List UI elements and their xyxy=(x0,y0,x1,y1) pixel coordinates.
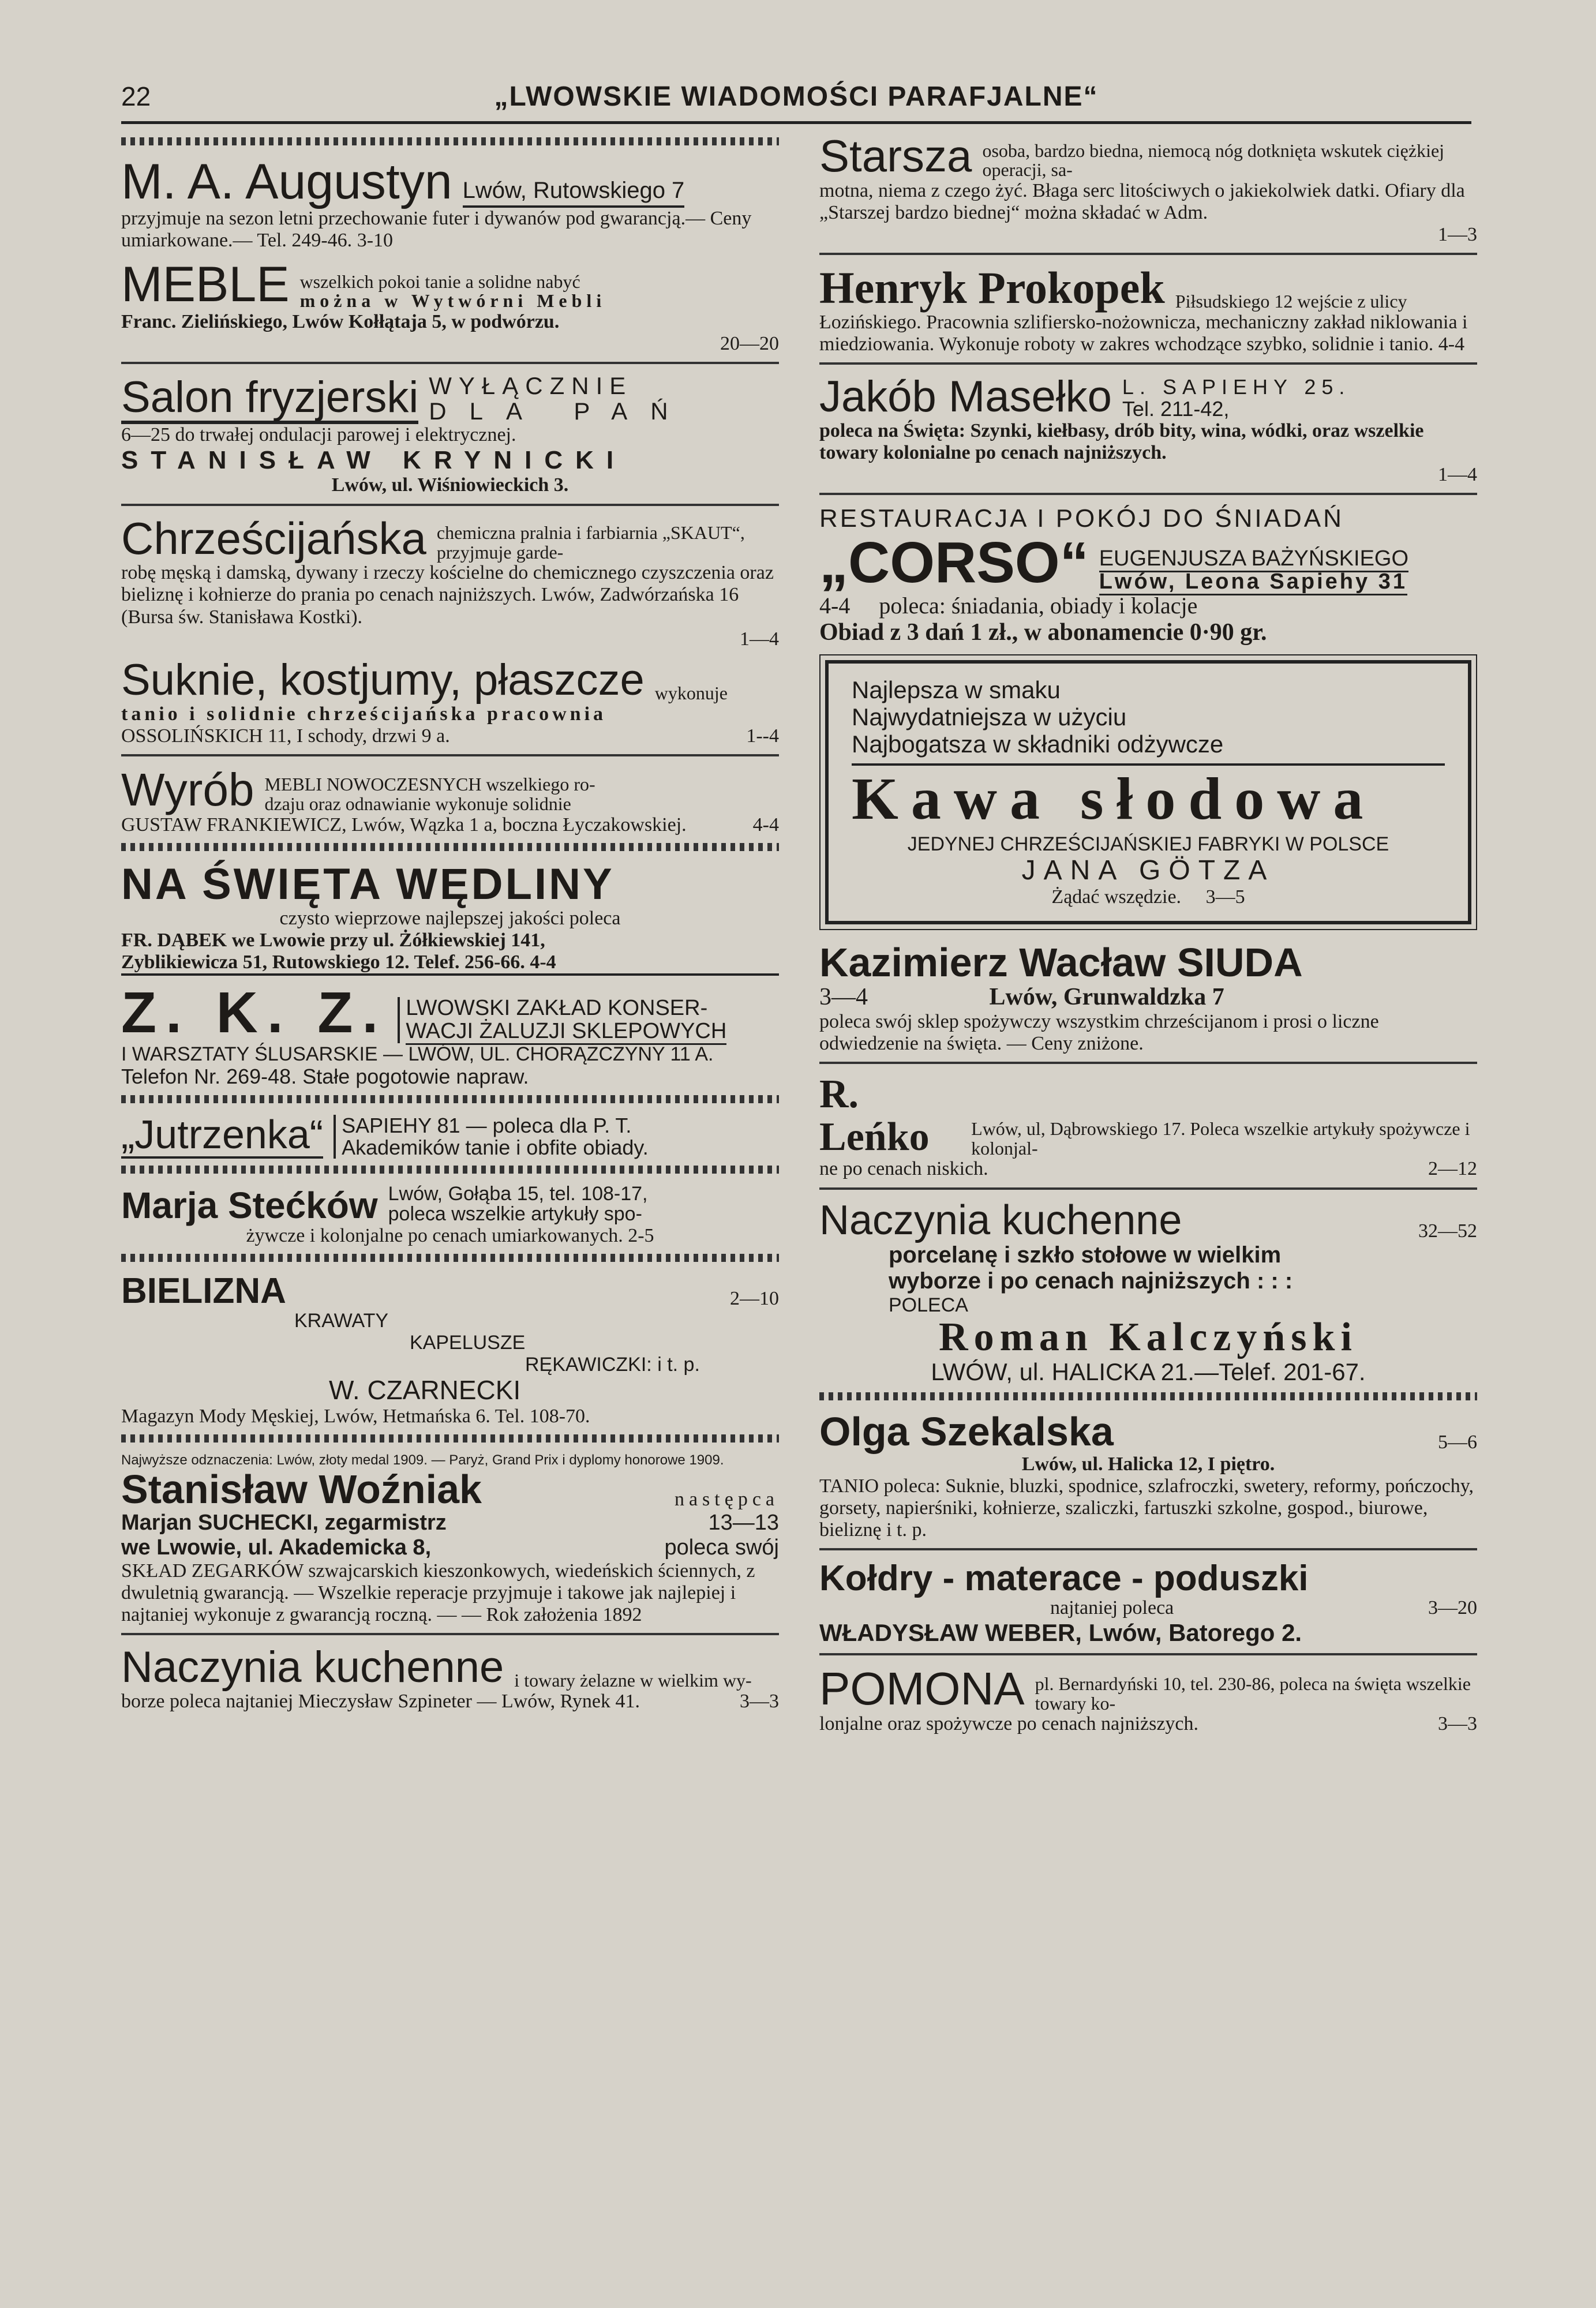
ad-jutrzenka xyxy=(121,1114,779,1159)
ad-kawa-slodowa xyxy=(825,660,1471,924)
ad-title: Jakób Masełko xyxy=(819,372,1112,422)
ad-side-text: chemiczna pralnia i farbiarnia „SKAUT“, przyjmuje garde- xyxy=(436,522,745,563)
ad-title: Naczynia kuchenne xyxy=(121,1642,504,1692)
right-column xyxy=(819,133,1477,2268)
ad-title: Kazimierz Wacław SIUDA xyxy=(819,939,1303,985)
ad-text: SKŁAD ZEGARKÓW szwajcarskich kieszonkowych, wiedeńskich ściennych, z dwuletnią gwarancją. — Wszelkie reperacje przyjmuje i takowe jak najlepiej i najtaniej wykonuje z gwarancją roczną. — — Rok założenia 1892 xyxy=(121,1560,755,1625)
ad-maselko xyxy=(819,374,1477,486)
ad-side-text: można w Wytwórni Mebli xyxy=(299,290,606,312)
left-column xyxy=(121,133,779,2268)
ad-number: 1--4 xyxy=(746,725,779,747)
divider xyxy=(819,362,1477,365)
ad-szekalska xyxy=(819,1411,1477,1541)
ad-side-text: wykonuje xyxy=(654,682,728,703)
ad-side-text: osoba, bardzo biedna, niemocą nóg dotknięta wskutek ciężkiej operacji, sa- xyxy=(982,140,1445,181)
ad-title: Kołdry - materace - poduszki xyxy=(819,1558,1309,1599)
ad-side-text: WYŁĄCZNIE xyxy=(429,372,633,399)
ad-text: GUSTAW FRANKIEWICZ, Lwów, Wązka 1 a, boczna Łyczakowskiej. xyxy=(121,814,687,835)
ornament-divider xyxy=(819,1392,1477,1400)
ornament-divider xyxy=(121,1254,779,1262)
ad-number: 2-5 xyxy=(628,1225,654,1247)
ad-text: Telefon Nr. 269-48. Stałe pogotowie napraw. xyxy=(121,1064,529,1088)
ad-side-text: Tel. 211-42, xyxy=(1122,397,1230,421)
ad-wedliny xyxy=(121,861,779,976)
ad-text: ne po cenach niskich. xyxy=(819,1158,988,1180)
ad-number: 3—3 xyxy=(740,1690,779,1712)
ad-title: „Jutrzenka“ xyxy=(121,1114,323,1159)
ad-szpineter xyxy=(121,1644,779,1713)
divider xyxy=(121,504,779,506)
ad-address: Magazyn Mody Męskiej, Lwów, Hetmańska 6. Tel. 108-70. xyxy=(121,1405,590,1427)
page-number: 22 xyxy=(121,81,151,111)
ornament-divider xyxy=(121,1434,779,1442)
ad-side-text: WACJI ŻALUZJI SKLEPOWYCH xyxy=(406,1019,726,1045)
ad-wyrob xyxy=(121,763,779,836)
ad-address: LWÓW, ul. HALICKA 21.—Telef. 201-67. xyxy=(931,1358,1366,1386)
ad-text: czysto wieprzowe najlepszej jakości poleca xyxy=(279,907,621,929)
ad-side-text: L. SAPIEHY 25. xyxy=(1122,375,1351,399)
ad-side-text: Akademików tanie i obfite obiady. xyxy=(342,1135,649,1159)
ad-text: borze poleca najtaniej Mieczysław Szpineter — Lwów, Rynek 41. xyxy=(121,1690,640,1712)
ad-title: Wyrób xyxy=(121,763,254,815)
ad-steckow xyxy=(121,1184,779,1247)
ad-owner: Roman Kalczyński xyxy=(939,1314,1358,1359)
ad-title: POMONA xyxy=(819,1663,1025,1715)
ad-number: 3-10 xyxy=(357,230,394,252)
ad-starsza xyxy=(819,133,1477,246)
ad-side-text: poleca wszelkie artykuły spo- xyxy=(388,1203,642,1226)
ad-text: najtaniej poleca xyxy=(1050,1597,1174,1619)
ad-title: MEBLE xyxy=(121,257,290,313)
ad-number: 3—20 xyxy=(1428,1597,1477,1619)
ornament-divider xyxy=(121,1095,779,1103)
ad-title: „CORSO“ xyxy=(819,530,1089,595)
ad-bielizna xyxy=(121,1272,779,1427)
ad-title: Stanisław Woźniak xyxy=(121,1466,482,1512)
ornament-divider xyxy=(121,137,779,145)
ad-text: poleca: śniadania, obiady i kolacje xyxy=(879,593,1198,619)
ad-kalczynski xyxy=(819,1199,1477,1386)
publication-title: „LWOWSKIE WIADOMOŚCI PARAFJALNE“ xyxy=(494,81,1099,112)
ad-side-text: MEBLI NOWOCZESNYCH wszelkiego ro- xyxy=(264,774,595,795)
ad-text: porcelanę i szkło stołowe w wielkim xyxy=(889,1242,1282,1268)
divider xyxy=(121,754,779,756)
ad-text: poleca swój sklep spożywczy wszystkim chrześcijanom i prosi o liczne odwiedzenie na święta. — Ceny zniżone. xyxy=(819,1011,1379,1055)
ad-number: 1—4 xyxy=(1438,464,1477,486)
ad-koldry xyxy=(819,1560,1477,1646)
ad-address: Lwów, Rutowskiego 7 xyxy=(463,178,685,208)
ad-number: 20—20 xyxy=(720,332,779,354)
ad-side-text: DLA PAŃ xyxy=(429,398,691,425)
ornament-divider xyxy=(121,843,779,851)
ad-augustyn xyxy=(121,156,779,252)
ad-zkz xyxy=(121,980,779,1088)
ad-text: Łozińskiego. Pracownia szlifiersko-nożownicza, mechaniczny zakład niklowania i miedziowania. Wykonuje roboty w zakres wchodzące szybko, solidnie i tanio. xyxy=(819,312,1468,355)
ad-corso xyxy=(819,504,1477,646)
ad-suknie xyxy=(121,657,779,747)
ad-title: Olga Szekalska xyxy=(819,1409,1114,1455)
ad-text: Najbogatsza w składniki odżywcze xyxy=(852,730,1224,758)
ad-text: FR. DĄBEK we Lwowie przy ul. Żółkiewskiej 141, xyxy=(121,929,545,951)
ad-side-text: i towary żelazne w wielkim wy- xyxy=(514,1669,752,1691)
ad-text: motna, niema z czego żyć. Błaga serc litościwych o jakiekolwiek datki. Ofiary dla „Starszej bardzo biednej“ można składać w Adm. xyxy=(819,179,1465,223)
ad-number: 2—12 xyxy=(1428,1158,1477,1180)
divider xyxy=(819,493,1477,495)
ad-text: wyborze i po cenach najniższych : : : xyxy=(889,1268,1293,1294)
ad-number: 3—4 xyxy=(819,984,868,1011)
divider xyxy=(121,362,779,364)
divider xyxy=(121,1633,779,1635)
ad-wozniak xyxy=(121,1453,779,1626)
ad-side-text: Lwów, Gołąba 15, tel. 108-17, xyxy=(388,1182,648,1205)
ad-text: Marjan SUCHECKI, zegarmistrz xyxy=(121,1511,447,1535)
ad-text: poleca na Święta: Szynki, kiełbasy, drób bity, wina, wódki, oraz wszelkie towary kolonialne po cenach najniższych. xyxy=(819,419,1424,464)
ad-number: 5—6 xyxy=(1438,1431,1477,1453)
ad-address: Lwów, ul. Wiśniowieckich 3. xyxy=(331,474,569,496)
ad-title: R. Leńko xyxy=(819,1072,930,1159)
ad-title: Suknie, kostjumy, płaszcze xyxy=(121,655,645,705)
ad-title: BIELIZNA xyxy=(121,1271,286,1312)
ad-skaut xyxy=(121,512,779,650)
ad-number: 4-4 xyxy=(530,951,556,973)
ad-pomona xyxy=(819,1665,1477,1735)
ad-text: KRAWATY xyxy=(294,1310,389,1332)
ad-side-text: LWOWSKI ZAKŁAD KONSER- xyxy=(406,996,708,1020)
ad-number: 1—4 xyxy=(740,628,779,650)
ad-note: Najwyższe odznaczenia: Lwów, złoty medal 1909. — Paryż, Grand Prix i dyplomy honorowe 1909. xyxy=(121,1452,724,1468)
ad-number: 3—5 xyxy=(1205,886,1245,908)
ad-title: Salon fryzjerski xyxy=(121,374,418,424)
ad-number: 1—3 xyxy=(1438,224,1477,246)
ad-lenko xyxy=(819,1073,1477,1180)
ad-text: TANIO poleca: Suknie, bluzki, spodnice, szlafroczki, swetery, reformy, pończochy, gorsety, napierśniki, kołnierze, szaliczki, fartuszki szkolne, gospod., biurowe, bieliznę i t. p. xyxy=(819,1475,1474,1541)
ad-title: Starsza xyxy=(819,133,972,181)
divider xyxy=(819,1187,1477,1190)
ad-title: Naczynia kuchenne xyxy=(819,1197,1182,1243)
ad-text: Żądać wszędzie. xyxy=(1051,886,1182,908)
ad-text: żywcze i kolonjalne po cenach umiarkowanych. xyxy=(246,1225,623,1247)
ad-text: RĘKAWICZKI: i t. p. xyxy=(525,1354,700,1376)
ad-side-text: dzaju oraz odnawianie wykonuje solidnie xyxy=(264,793,571,815)
divider xyxy=(819,1062,1477,1064)
ad-meble xyxy=(121,258,779,354)
ad-text: lonjalne oraz spożywcze po cenach najniższych. xyxy=(819,1713,1199,1735)
ad-side-text: SAPIEHY 81 — poleca dla P. T. xyxy=(342,1114,632,1138)
ad-text: tanio i solidnie chrześcijańska pracownia xyxy=(121,703,607,725)
ad-text: we Lwowie, ul. Akademicka 8, xyxy=(121,1535,432,1560)
ad-title: Kawa słodowa xyxy=(852,766,1376,833)
ad-text: 6—25 do trwałej ondulacji parowej i elektrycznej. xyxy=(121,424,516,446)
ad-number: 4-4 xyxy=(752,814,779,835)
ad-siuda xyxy=(819,939,1477,1055)
ad-side-text: pl. Bernardyński 10, tel. 230-86, poleca na święta wszelkie towary ko- xyxy=(1035,1673,1471,1714)
ad-title: NA ŚWIĘTA WĘDLINY xyxy=(121,859,615,909)
divider xyxy=(819,1548,1477,1550)
ad-text: robę męską i damską, dywany i rzeczy kościelne do chemicznego czyszczenia oraz bieliznę i kołnierze do prania po cenach najniższych. Lwów, Zadwórzańska 16 (Bursa św. Stanisława Kostki). xyxy=(121,562,774,628)
ad-text: Najlepsza w smaku xyxy=(852,676,1061,704)
ad-number: 3—3 xyxy=(1438,1713,1477,1735)
ad-owner: JANA GÖTZA xyxy=(1021,855,1275,886)
page-header xyxy=(121,81,1471,124)
ad-number: 4-4 xyxy=(819,593,851,619)
ad-text: Najwydatniejsza w użyciu xyxy=(852,703,1127,731)
ad-owner: STANISŁAW KRYNICKI xyxy=(121,446,627,475)
ad-number: 2—10 xyxy=(730,1288,779,1310)
ad-title: Chrześcijańska xyxy=(121,512,426,564)
ad-title: M. A. Augustyn xyxy=(121,154,452,209)
ad-text: JEDYNEJ CHRZEŚCIJAŃSKIEJ FABRYKI W POLSCE xyxy=(907,833,1389,855)
ornament-divider xyxy=(121,1166,779,1174)
ad-text: Obiad z 3 dań 1 zł., w abonamencie 0·90 gr. xyxy=(819,619,1267,646)
ad-text: I WARSZTATY ŚLUSARSKIE — LWÓW, UL. CHORĄŻCZYNY 11 A. xyxy=(121,1043,714,1065)
ad-owner: WŁADYSŁAW WEBER, Lwów, Batorego 2. xyxy=(819,1619,1302,1647)
ad-address: Lwów, Grunwaldzka 7 xyxy=(989,984,1224,1011)
ad-text: Franc. Zielińskiego, Lwów Kołłątaja 5, w podwórzu. xyxy=(121,310,560,332)
ad-text: Zyblikiewicza 51, Rutowskiego 12. Telef. 256-66. xyxy=(121,951,525,973)
ad-owner: W. CZARNECKI xyxy=(329,1375,521,1406)
ad-side-text: następca xyxy=(674,1489,779,1511)
ad-text: przyjmuje na sezon letni przechowanie futer i dywanów pod gwarancją.— Ceny umiarkowane.— Tel. 249-46. xyxy=(121,208,752,252)
divider xyxy=(819,253,1477,255)
ad-salon xyxy=(121,373,779,497)
ad-prokopek xyxy=(819,264,1477,355)
ad-title: Marja Stećków xyxy=(121,1184,378,1226)
ad-number: 32—52 xyxy=(1418,1220,1477,1242)
ad-title: Z. K. Z. xyxy=(121,980,388,1045)
ad-number: 13—13 xyxy=(708,1511,779,1535)
ad-side-text: Piłsudskiego 12 wejście z ulicy xyxy=(1175,291,1407,312)
ad-number: 4-4 xyxy=(1438,334,1465,355)
ad-text: POLECA xyxy=(889,1294,968,1316)
ad-text: KAPELUSZE xyxy=(410,1332,526,1354)
ad-address: Lwów, ul. Halicka 12, I piętro. xyxy=(1021,1453,1275,1475)
divider xyxy=(819,1653,1477,1655)
ad-side-text: EUGENJUSZA BAŻYŃSKIEGO xyxy=(1099,546,1408,572)
ad-title: Henryk Prokopek xyxy=(819,263,1165,313)
ad-side-text: Lwów, Leona Sapiehy 31 xyxy=(1099,569,1407,595)
ad-text: poleca swój xyxy=(664,1535,779,1560)
ad-text: RESTAURACJA I POKÓJ DO ŚNIADAŃ xyxy=(819,504,1344,533)
ad-address: OSSOLIŃSKICH 11, I schody, drzwi 9 a. xyxy=(121,725,450,747)
ad-side-text: Lwów, ul, Dąbrowskiego 17. Poleca wszelkie artykuły spożywcze i kolonjal- xyxy=(971,1118,1470,1159)
ad-side-text: wszelkich pokoi tanie a solidne nabyć xyxy=(299,271,580,292)
